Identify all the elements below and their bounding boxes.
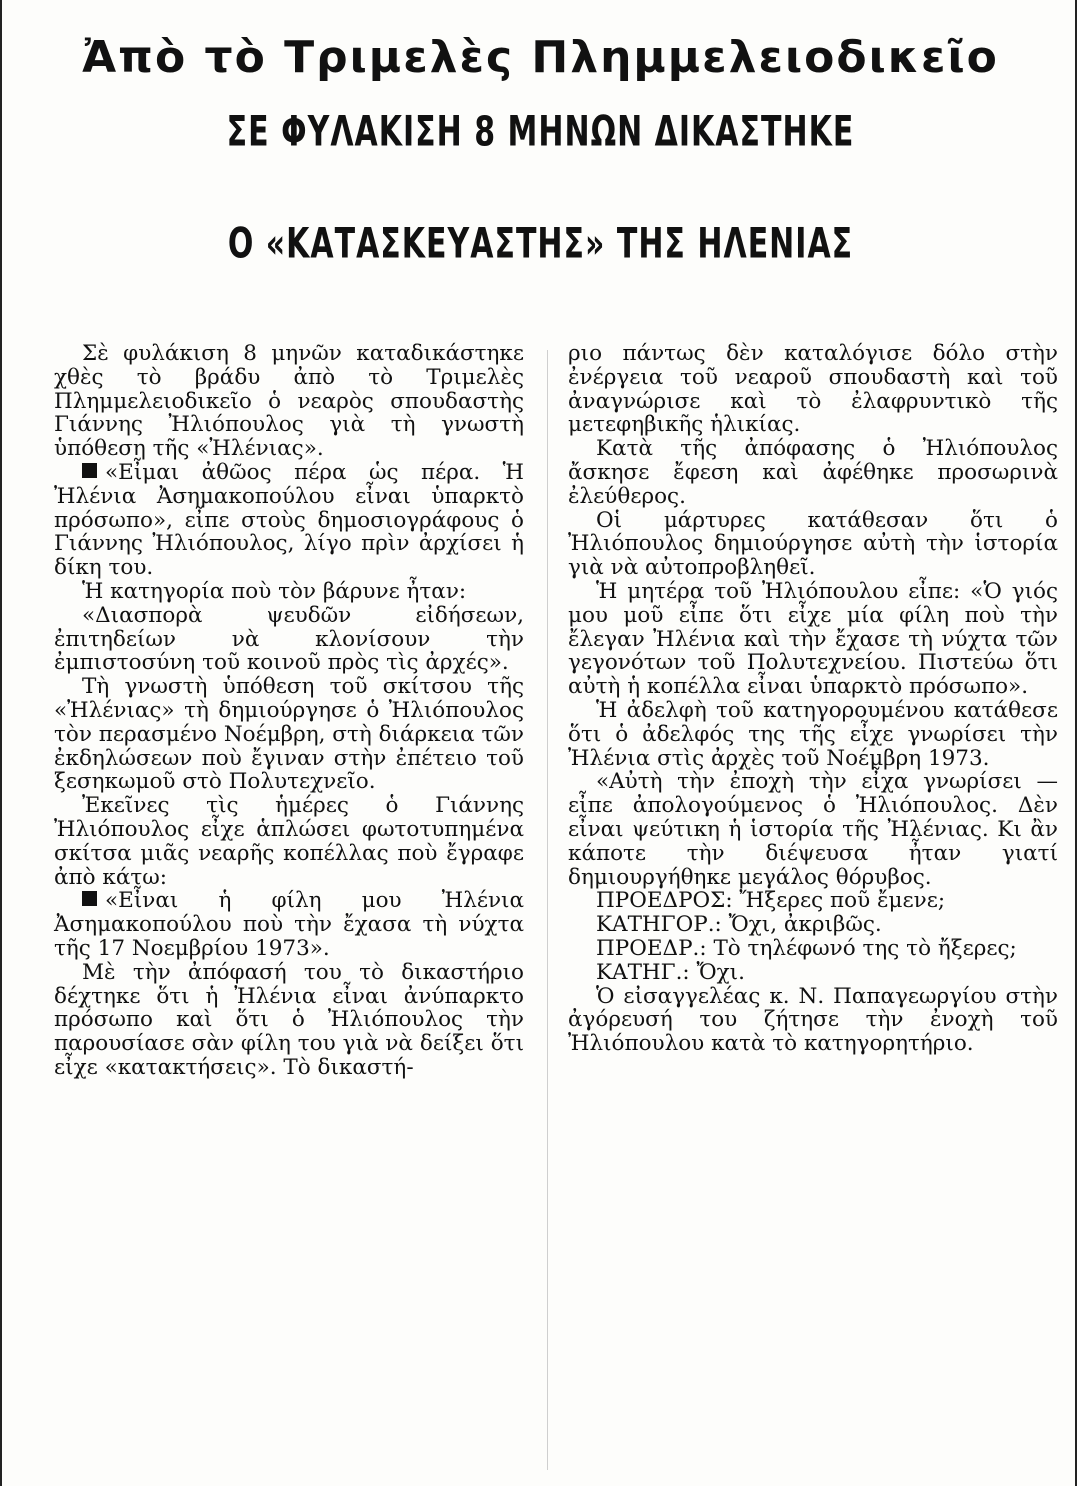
paragraph: [54, 461, 524, 580]
paragraph: [54, 889, 524, 960]
paragraph: ΚΑΤΗΓΟΡ.: Ὄχι, ἀκριβῶς.: [596, 912, 882, 938]
paragraph: ριο πάντως δὲν καταλόγισε δόλο στὴν ἐνέργεια τοῦ νεαροῦ σπουδαστὴ καὶ τοῦ ἀναγνώρισε καὶ τὸ ἐλαφρυντικὸ τῆς μετεφηβικῆς ἡλικίας.: [568, 341, 1058, 438]
paragraph: Κατὰ τῆς ἀπόφασης ὁ Ἠλιόπουλος ἄσκησε ἔφεση καὶ ἀφέθηκε προσωρινὰ ἐλεύθερος.: [568, 436, 1058, 509]
headline-line-1: ΣΕ ΦΥΛΑΚΙΣΗ 8 ΜΗΝΩΝ ΔΙΚΑΣΤΗΚΕ: [226, 108, 855, 157]
paragraph-text: «Εἶναι ἡ φίλη μου Ἠλένια Ἀσημακοπούλου ποὺ τὴν ἔχασα τὴ νύχτα τῆς 17 Νοεμβρίου 1973».: [54, 888, 524, 961]
paragraph: «Διασπορὰ ψευδῶν εἰδήσεων, ἐπιτηδείων νὰ κλονίσουν τὴν ἐμπιστοσύνη τοῦ κοινοῦ πρὸς τὶς ἀρχές».: [54, 602, 524, 676]
square-bullet-icon: [82, 891, 97, 906]
paragraph: ΚΑΤΗΓ.: Ὄχι.: [596, 959, 745, 985]
paragraph: ΠΡΟΕΔΡΟΣ: Ἤξερες ποῦ ἔμενε;: [596, 888, 946, 914]
paragraph: Ὁ εἰσαγγελέας κ. Ν. Παπαγεωργίου στὴν ἀγόρευσή του ζήτησε τὴν ἐνοχὴ τοῦ Ἠλιόπουλου κατὰ τὸ κατηγορητήριο.: [568, 983, 1058, 1057]
paragraph: ΠΡΟΕΔΡ.: Τὸ τηλέφωνό της τὸ ἤξερες;: [596, 935, 1017, 961]
paragraph: Ἐκεῖνες τὶς ἡμέρες ὁ Γιάννης Ἠλιόπουλος εἶχε ἁπλώσει φωτοτυπημένα σκίτσα μιᾶς νεαρῆς κοπέλλας ποὺ ἔγραφε ἀπὸ κάτω:: [54, 793, 524, 890]
article-column-left: [54, 342, 524, 1080]
headline-line-2: Ο «ΚΑΤΑΣΚΕΥΑΣΤΗΣ» ΤΗΣ ΗΛΕΝΙΑΣ: [227, 220, 854, 269]
paragraph: Ἡ ἀδελφὴ τοῦ κατηγορουμένου κατάθεσε ὅτι ὁ ἀδελφός της τῆς εἶχε γνωρίσει τὴν Ἠλένια στὶς ἀρχὲς τοῦ Νοέμβρη 1973.: [568, 697, 1058, 771]
paragraph: Ἡ μητέρα τοῦ Ἠλιόπουλου εἶπε: «Ὁ γιός μου μοῦ εἶπε ὅτι εἶχε μία φίλη ποὺ τὴν ἔλεγαν Ἠλένια καὶ τὴν ἔχασε τὴ νύχτα τῶν γεγονότων τοῦ Πολυτεχνείου. Πιστεύω ὅτι αὐτὴ ἡ κοπέλλα εἶναι ὑπαρκτὸ πρόσωπο».: [568, 578, 1058, 700]
column-divider: [547, 350, 548, 1470]
paragraph-text: «Εἶμαι ἀθῶος πέρα ὡς πέρα. Ἡ Ἠλένια Ἀσημακοπούλου εἶναι ὑπαρκτὸ πρόσωπο», εἶπε στοὺς δημοσιογράφους ὁ Γιάννης Ἠλιόπουλος, λίγο πρὶν ἀρχίσει ἡ δίκη του.: [54, 459, 524, 581]
article-column-right: [568, 342, 1058, 1056]
paragraph: Ἡ κατηγορία ποὺ τὸν βάρυνε ἦταν:: [82, 578, 467, 604]
paragraph: Οἱ μάρτυρες κατάθεσαν ὅτι ὁ Ἠλιόπουλος δημιούργησε αὐτὴ τὴν ἱστορία γιὰ νὰ αὐτοπροβληθεῖ.: [568, 507, 1058, 581]
paragraph: Μὲ τὴν ἀπόφασή του τὸ δικαστήριο δέχτηκε ὅτι ἡ Ἠλένια εἶναι ἀνύπαρκτο πρόσωπο καὶ ὅτι ὁ Ἠλιόπουλος τὴν παρουσίασε σὰν φίλη του γιὰ νὰ δείξει ὅτι εἶχε «κατακτήσεις». Τὸ δικαστή-: [54, 959, 524, 1080]
paragraph: Σὲ φυλάκιση 8 μηνῶν καταδικάστηκε χθὲς τὸ βράδυ ἀπὸ τὸ Τριμελὲς Πλημμελειοδικεῖο ὁ νεαρὸς σπουδαστὴς Γιάννης Ἠλιόπουλος γιὰ τὴ γνωστὴ ὑπόθεση τῆς «Ἠλένιας».: [54, 341, 524, 462]
article-kicker: Ἀπὸ τὸ Τριμελὲς Πλημμελειοδικεῖο: [82, 32, 999, 83]
paragraph: Τὴ γνωστὴ ὑπόθεση τοῦ σκίτσου τῆς «Ἠλένιας» τὴ δημιούργησε ὁ Ἠλιόπουλος τὸν περασμένο Νοέμβρη, στὴ διάρκεια τῶν ἐκδηλώσεων ποὺ ἔγιναν στὴν ἐπέτειο τοῦ ξεσηκωμοῦ στὸ Πολυτεχνεῖο.: [54, 674, 524, 795]
square-bullet-icon: [82, 463, 97, 478]
paragraph: «Αὐτὴ τὴν ἐποχὴ τὴν εἶχα γνωρίσει — εἶπε ἀπολογούμενος ὁ Ἠλιόπουλος. Δὲν εἶναι ψεύτικη ἡ ἱστορία τῆς Ἠλένιας. Κι ἂν κάποτε τὴν διέψευσα ἦταν γιατί δημιουργήθηκε μεγάλος θόρυβος.: [568, 769, 1058, 890]
